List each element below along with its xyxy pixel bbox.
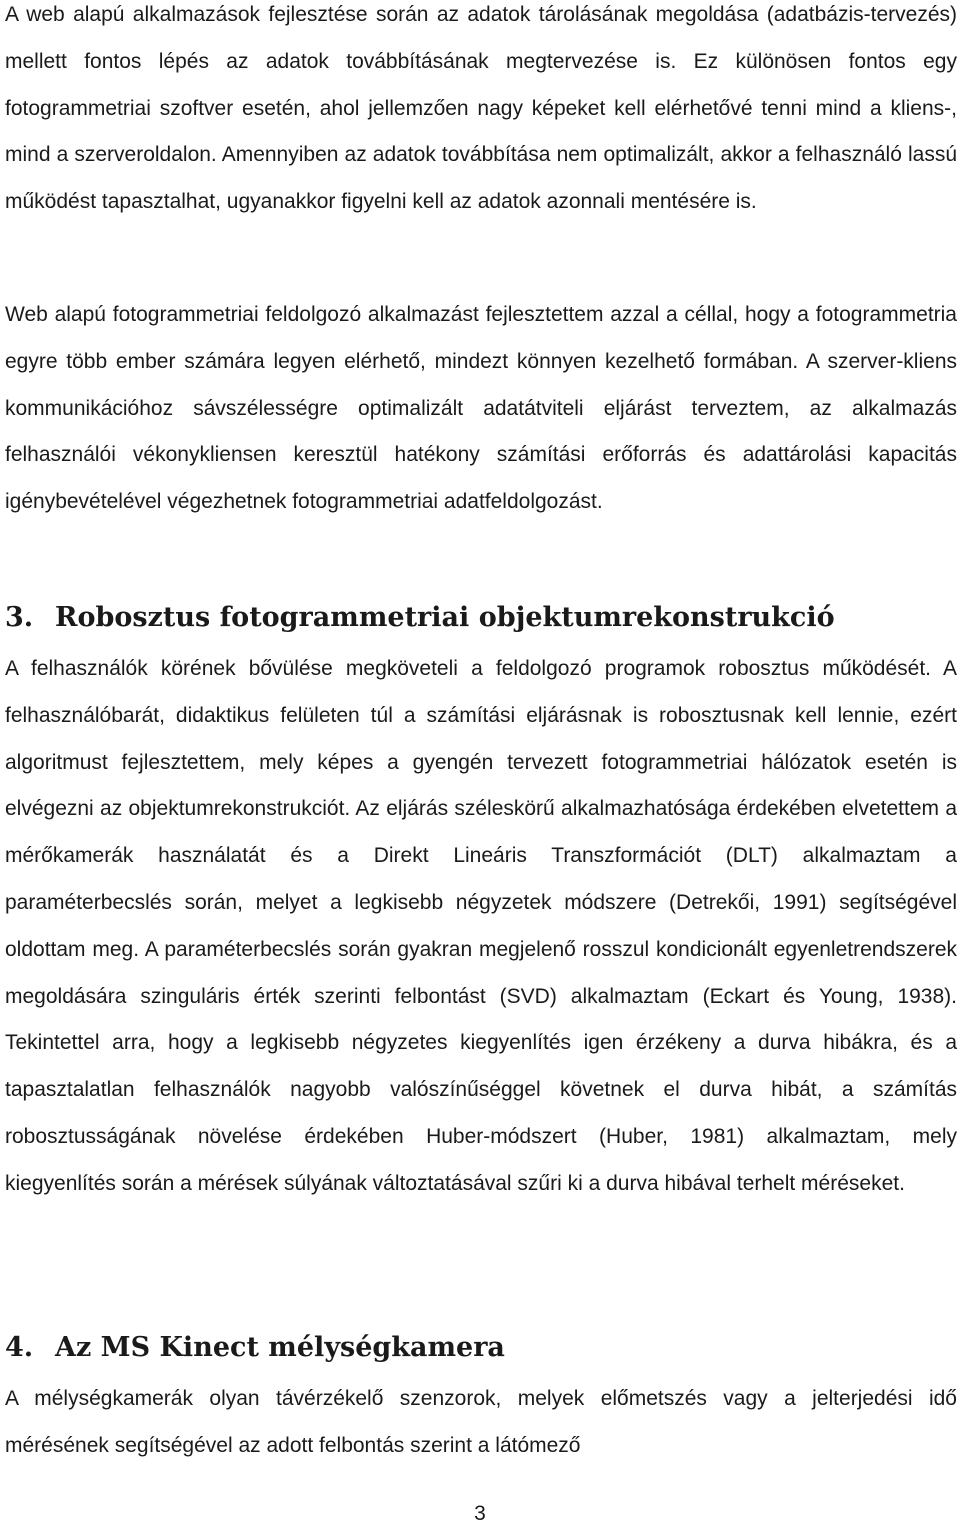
body-paragraph: A felhasználók körének bővülése megköveteli a feldolgozó programok robosztus működését. A felhasználóbarát, didaktikus felületen túl a számítási eljárásnak is robosztusnak kell lennie, ezért algoritmust fejlesztettem, mely képes a gyengén tervezett fotogrammetriai hálózatok esetén is elvégezni az objektumrekonstrukciót. Az eljárás széleskörű alkalmazhatósága érdekében elvetettem a mérőkamerák használatát és a Direkt Lineáris Transzformációt (DLT) alkalmaztam a paraméterbecslés során, melyet a legkisebb négyzetek módszere (Detrekői, 1991) segítségével oldottam meg. A paraméterbecslés során gyakran megjelenő rosszul kondicionált egyenletrendszerek megoldására szinguláris érték szerinti felbontást (SVD) alkalmaztam (Eckart és Young, 1938). Tekintettel arra, hogy a legkisebb négyzetes kiegyenlítés igen érzékeny a durva hibákra, és a tapasztalatlan felhasználók nagyobb valószínűséggel követnek el durva hibát, a számítás robosztusságának növelése érdekében Huber-módszert (Huber, 1981) alkalmaztam, mely kiegyenlítés során a mérések súlyának változtatásával szűri ki a durva hibával terhelt méréseket.	[5, 657, 957, 1195]
body-paragraph: A mélységkamerák olyan távérzékelő szenzorok, melyek előmetszés vagy a jelterjedési idő mérésének segítségével az adott felbontás szerint a látómező	[5, 1387, 957, 1457]
body-paragraph: A web alapú alkalmazások fejlesztése során az adatok tárolásának megoldása (adatbázis-tervezés) mellett fontos lépés az adatok továbbításának megtervezése is. Ez különösen fontos egy fotogrammetriai szoftver esetén, ahol jellemzően nagy képeket kell elérhetővé tenni mind a kliens-, mind a szerveroldalon. Amennyiben az adatok továbbítása nem optimalizált, akkor a felhasználó lassú működést tapasztalhat, ugyanakkor figyelni kell az adatok azonnali mentésére is.	[5, 3, 957, 214]
section-heading	[5, 600, 835, 636]
section-number: 3.	[5, 602, 34, 633]
section-number: 4.	[5, 1332, 34, 1363]
body-paragraph: Web alapú fotogrammetriai feldolgozó alkalmazást fejlesztettem azzal a céllal, hogy a fotogrammetria egyre több ember számára legyen elérhető, mindezt könnyen kezelhető formában. A szerver-kliens kommunikációhoz sávszélességre optimalizált adatátviteli eljárást terveztem, az alkalmazás felhasználói vékonykliensen keresztül hatékony számítási erőforrás és adattárolási kapacitás igénybevételével végezhetnek fotogrammetriai adatfeldolgozást.	[5, 303, 957, 514]
section-heading	[5, 1330, 505, 1366]
page-number: 3	[474, 1502, 486, 1525]
section-title: Az MS Kinect mélységkamera	[55, 1332, 505, 1363]
section-title: Robosztus fotogrammetriai objektumrekonstrukció	[55, 602, 835, 633]
